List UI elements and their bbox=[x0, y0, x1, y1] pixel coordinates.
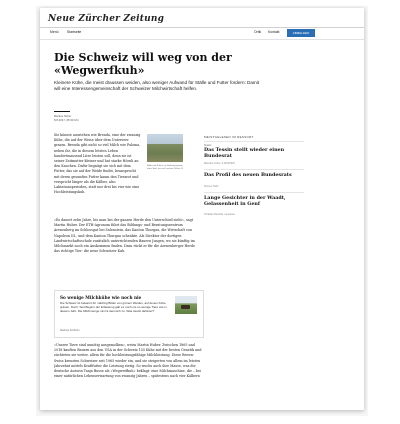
sidebar-item-headline[interactable]: Das Profil des neuen Bundesrats bbox=[204, 172, 292, 178]
article-paragraph-1: Sie könnte ausstehen wie Brenda, eine der zwanzig Kühe, die auf der Weise über dem Unterseer grasen. Brenda gibt nicht so viel Milch wie Paloma, neben ihr, die in diesem letzten Leben hundertmassend Liter leisten soll, denn sie ist seiner Zeitmutter kleiner und hat starke Hörnli an den Knochen. Dafür begnügt sie sich mit dem Futter, das sie auf der Weide findet, beansprucht mit deren gesunden Futter kaum den Tierarzt und verspricht länger als die Kälber, also Laktationsperioden, statt nur drei bis vier wie eine Hochleistungskuh. bbox=[54, 133, 141, 195]
lead-divider bbox=[54, 111, 70, 112]
article-headline: Die Schweiz will weg von der «Wegwerfkuh» bbox=[54, 51, 232, 77]
sidebar-item-rubric: Tessin bbox=[204, 144, 212, 147]
sidebar-divider bbox=[204, 192, 304, 193]
article-paragraph-2: «Es dauert zehn Jahre, bis man bei der ganzen Herde den Unterschied sieht», sagt Martin Huber. Der ETH-Agronom führt das Bildungs- und Beratungszentrum Arenenberg im Schlossgut bei Salenstein, das Kanton Thurgau, die Wirtschaft von Napoleon III., und dem Kanton Thurgau schenkte. Als Direktor der dortigen Landwirtschaftsschule zusätzlich unterrichtenden Bauern Jungen, wo sie künftig im Milchmarkt noch ein Auskommen finden. Dazu rückt er für die Arenenberger Herde das richtige Tier: die neue Schweizer Kuh. bbox=[54, 218, 195, 254]
nav-menu[interactable]: Menü bbox=[50, 30, 59, 34]
sidebar-item-meta: Simone Hahn bbox=[204, 185, 219, 188]
article-meta bbox=[54, 115, 79, 123]
sidebar-item-headline[interactable]: Das Tessin stellt wieder einen Bundesrat bbox=[204, 147, 285, 159]
teaser-title[interactable]: So wenige Milchkühe wie noch nie bbox=[60, 295, 142, 300]
article-date: 8.8.2017, 05:30 Uhr bbox=[54, 117, 79, 122]
teaser-author: Matthias Zehlhofer bbox=[60, 329, 80, 332]
sidebar-item-headline[interactable]: Lange Gesichter in der Waadt, Gelassenheit in Genf bbox=[204, 195, 286, 207]
nav-startseite[interactable]: Startseite bbox=[67, 30, 82, 34]
sidebar-divider bbox=[204, 141, 304, 142]
subscribe-button[interactable]: ABMELDEN bbox=[287, 29, 315, 37]
sidebar-item-meta: Marcello Cottis / 3 WOCHEN bbox=[204, 162, 235, 165]
nav-ortik[interactable]: Ortik bbox=[254, 30, 262, 34]
nzz-logo[interactable]: Neue Zürcher Zeitung bbox=[48, 14, 165, 24]
cow-figure bbox=[181, 305, 190, 309]
sidebar-title: MEISTGELESEN IM RESSORT bbox=[204, 135, 254, 139]
sidebar-item-meta: Christian Reschlis, Lausanne bbox=[204, 213, 235, 216]
article-paragraph-3: «Unsere Tiere sind unnötig ausgemolken», weiss Martin Huber. Zwischen 1865 und 2018 kauften Bauern aus den USA in der Schweiz 155 Kühe mit der besten Genetik und züchteten sie weiter, allein für die hochleistungsfähige Milchleistung. Diese Brown-Swiss kreuzten Schweizer seit 1965 wieder ein, und sie steigerten von allem im letzten Jahrzehnt mittels Kraftfutter die Leistung stetig. So wuchs auch ihre Masse, was die deutsche Autorin Tanja Busse als «Wegwerfkuh» beklagt: eine Milchmaschine, die – bei einer natürlichen Lebenserwartung von zwanzig Jahren – spätestens nach vier Kälbern bbox=[54, 343, 202, 379]
article-lead: Kleinere Kühe, die meist draussen weiden, also weniger Aufwand für Ställe und Futter fordern: Damit will eine Interessengemeinschaft der Schweizer Milchwirtschaft helfen. bbox=[54, 80, 260, 92]
article-page bbox=[40, 8, 364, 410]
article-author[interactable]: Markus Scher bbox=[54, 114, 72, 118]
article-photo[interactable] bbox=[147, 134, 183, 162]
top-navbar bbox=[40, 27, 364, 40]
sidebar-divider bbox=[204, 169, 304, 170]
teaser-text: Die Schweiz ist bekannt für mächtig Bilder von grünen Weiden, auf denen Kühe grasen. Doch: Seit Beginn der Erfassung gab es noch nie so wenige Tiere wie in diesem Jahr. Die Milchmenge nimmt dennoch zu. Was steckt dahinter? bbox=[60, 301, 167, 314]
photo-caption: Bilder mit Kühen, im Haltungssystem ohne Stall, mit viel Laufzeit, Wiese 11 bbox=[147, 165, 184, 170]
nav-kontakt[interactable]: Kontakt bbox=[268, 30, 280, 34]
related-teaser[interactable] bbox=[54, 290, 204, 338]
